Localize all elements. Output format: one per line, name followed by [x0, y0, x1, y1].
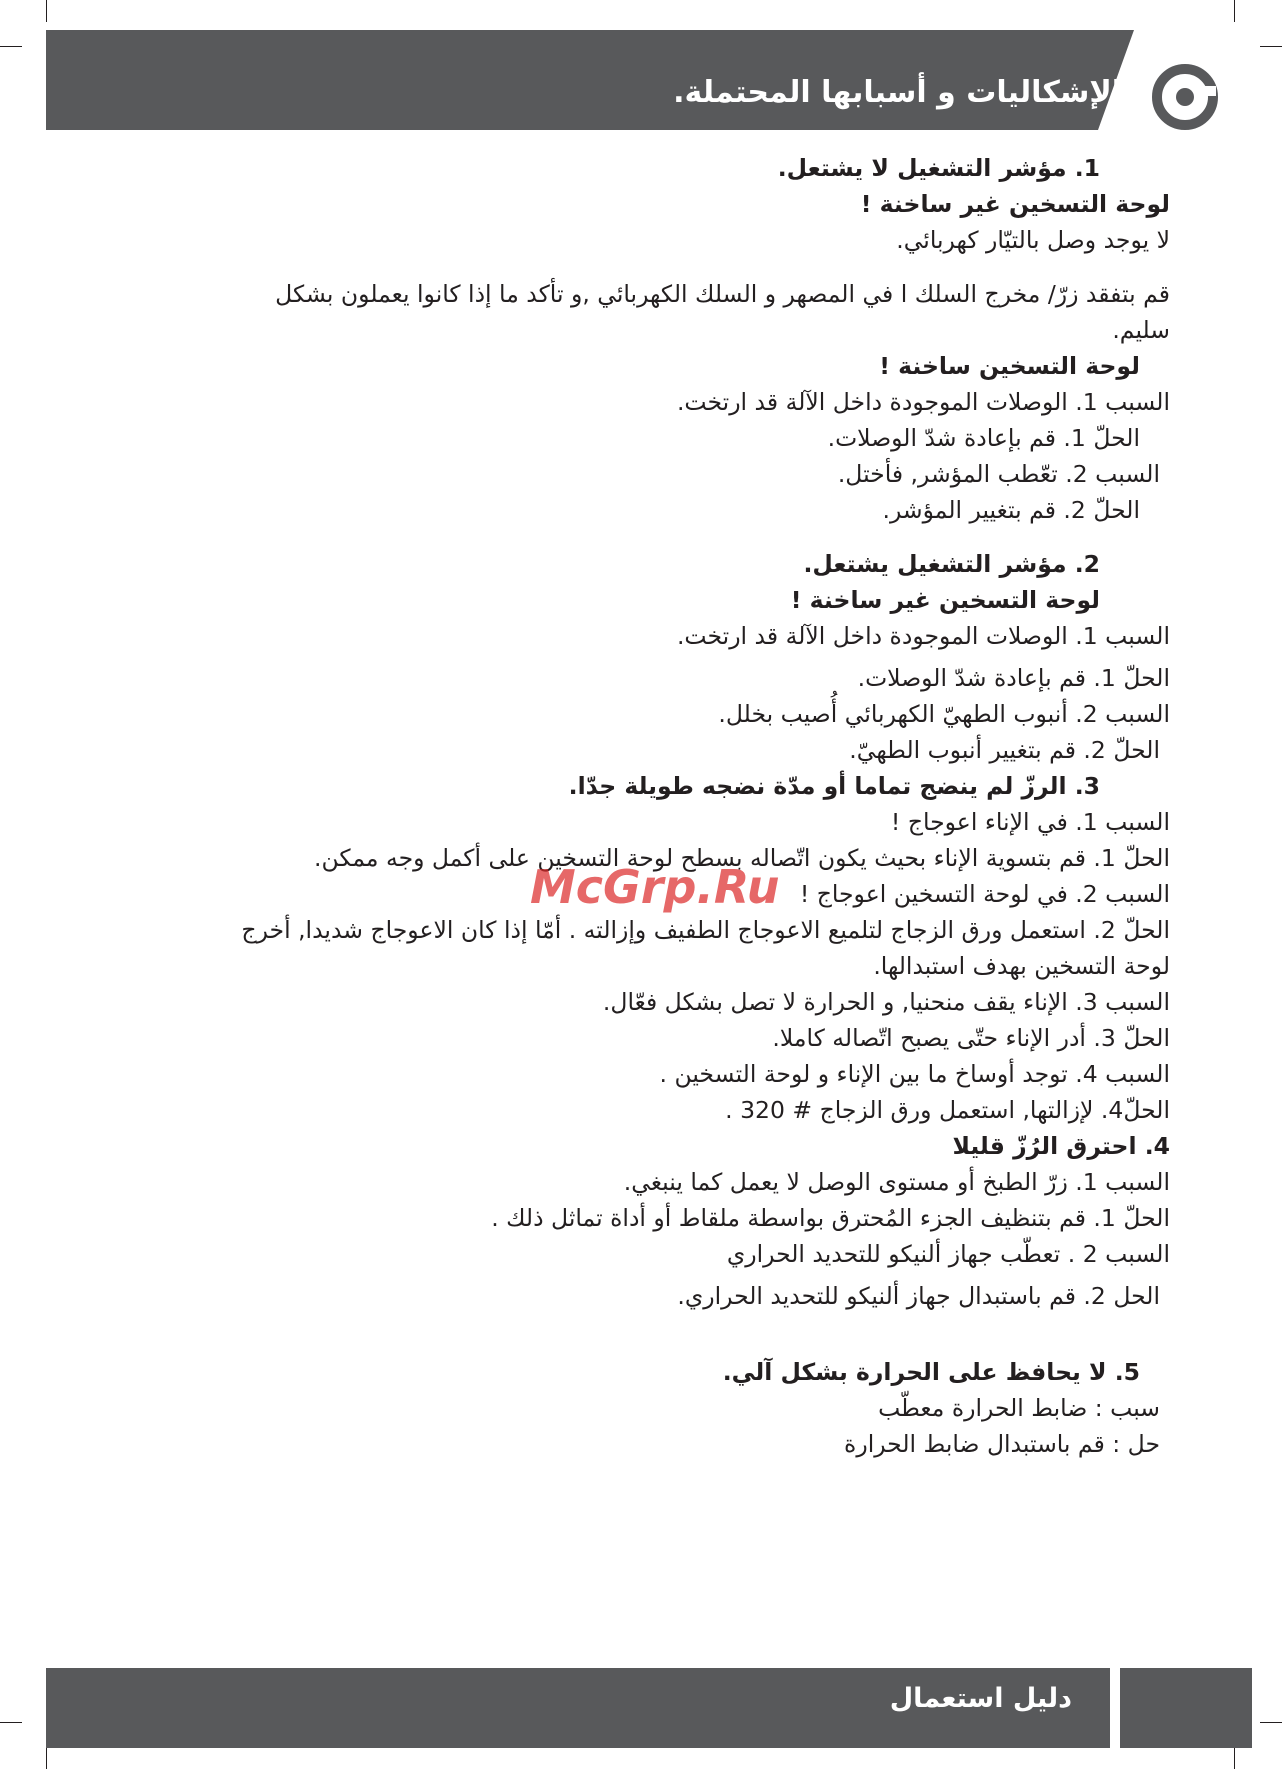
footer-page-block	[1120, 1668, 1252, 1748]
cause-line: السبب 2. في لوحة التسخين اعوجاج !	[799, 880, 1170, 908]
subheading: لوحة التسخين غير ساخنة !	[860, 190, 1170, 218]
section-1-heading: 1. مؤشر التشغيل لا يشتعل.	[777, 154, 1100, 182]
solution-line: الحلّ 3. أدر الإناء حتّى يصبح اتّصاله كاملا.	[772, 1024, 1170, 1052]
crop-mark	[46, 1748, 47, 1769]
cause-line: السبب 2 . تعطّب جهاز ألنيكو للتحديد الحراري	[726, 1240, 1170, 1268]
paragraph: قم بتفقد زرّ/ مخرج السلك ا في المصهر و السلك الكهربائي ,و تأكد ما إذا كانوا يعملون بشكل سليم.	[275, 280, 1170, 344]
solution-line: حل : قم باستبدال ضابط الحرارة	[844, 1430, 1160, 1458]
crop-mark	[1234, 0, 1235, 22]
page-title: الإشكاليات و أسبابها المحتملة.	[673, 75, 1122, 110]
cause-line: السبب 2. تعّطب المؤشر, فأختل.	[837, 460, 1160, 488]
solution-line: الحلّ 2. قم بتغيير المؤشر.	[882, 496, 1140, 524]
troubleshooting-content	[230, 150, 1170, 1462]
paragraph: لا يوجد وصل بالتيّار كهربائي.	[896, 226, 1170, 254]
subheading: لوحة التسخين غير ساخنة !	[790, 586, 1100, 614]
solution-line: الحلّ 1. قم بتسوية الإناء بحيث يكون اتّصاله بسطح لوحة التسخين على أكمل وجه ممكن.	[313, 844, 1170, 872]
cause-line: سبب : ضابط الحرارة معطّب	[878, 1394, 1160, 1422]
section-5-heading: 5. لا يحافظ على الحرارة بشكل آلي.	[722, 1358, 1140, 1386]
crop-mark	[1234, 1748, 1235, 1769]
cause-line: السبب 3. الإناء يقف منحنيا, و الحرارة لا تصل بشكل فعّال.	[602, 988, 1170, 1016]
cause-line: السبب 1. في الإناء اعوجاج !	[890, 808, 1170, 836]
brand-logo-icon	[1150, 62, 1220, 132]
crop-mark	[0, 46, 22, 47]
solution-line: الحل 2. قم باستبدال جهاز ألنيكو للتحديد الحراري.	[677, 1282, 1160, 1310]
solution-line: الحلّ 1. قم بتنظيف الجزء المُحترق بواسطة ملقاط أو أداة تماثل ذلك .	[491, 1204, 1170, 1232]
watermark: McGrp.Ru	[530, 860, 780, 914]
footer-label: دليل استعمال	[889, 1683, 1072, 1714]
section-4-heading: 4. احترق الرُزّ قليلا	[952, 1132, 1170, 1160]
solution-line: الحلّ 1. قم بإعادة شدّ الوصلات.	[827, 424, 1140, 452]
section-3-heading: 3. الرزّ لم ينضج تماما أو مدّة نضجه طويلة جدّا.	[568, 772, 1100, 800]
section-2-heading: 2. مؤشر التشغيل يشتعل.	[803, 550, 1100, 578]
crop-mark	[46, 0, 47, 22]
crop-mark	[1260, 46, 1282, 47]
subheading: لوحة التسخين ساخنة !	[879, 352, 1140, 380]
cause-line: السبب 1. الوصلات الموجودة داخل الآلة قد ارتخت.	[676, 622, 1170, 650]
crop-mark	[0, 1722, 22, 1723]
crop-mark	[1260, 1722, 1282, 1723]
solution-line: الحلّ 2. قم بتغيير أنبوب الطهيّ.	[849, 736, 1160, 764]
solution-line: الحلّ 2. استعمل ورق الزجاج لتلميع الاعوجاج الطفيف وإزالته . أمّا إذا كان الاعوجاج شديدا, أخرج لوحة التسخين بهدف استبدالها.	[241, 916, 1170, 980]
solution-line: الحلّ4. لإزالتها, استعمل ورق الزجاج # 320 .	[725, 1096, 1170, 1124]
cause-line: السبب 1. زرّ الطبخ أو مستوى الوصل لا يعمل كما ينبغي.	[623, 1168, 1170, 1196]
solution-line: الحلّ 1. قم بإعادة شدّ الوصلات.	[857, 664, 1170, 692]
cause-line: السبب 4. توجد أوساخ ما بين الإناء و لوحة التسخين .	[659, 1060, 1170, 1088]
footer-divider	[1110, 1668, 1120, 1748]
cause-line: السبب 2. أنبوب الطهيّ الكهربائي أُصيب بخلل.	[718, 700, 1170, 728]
cause-line: السبب 1. الوصلات الموجودة داخل الآلة قد ارتخت.	[676, 388, 1170, 416]
